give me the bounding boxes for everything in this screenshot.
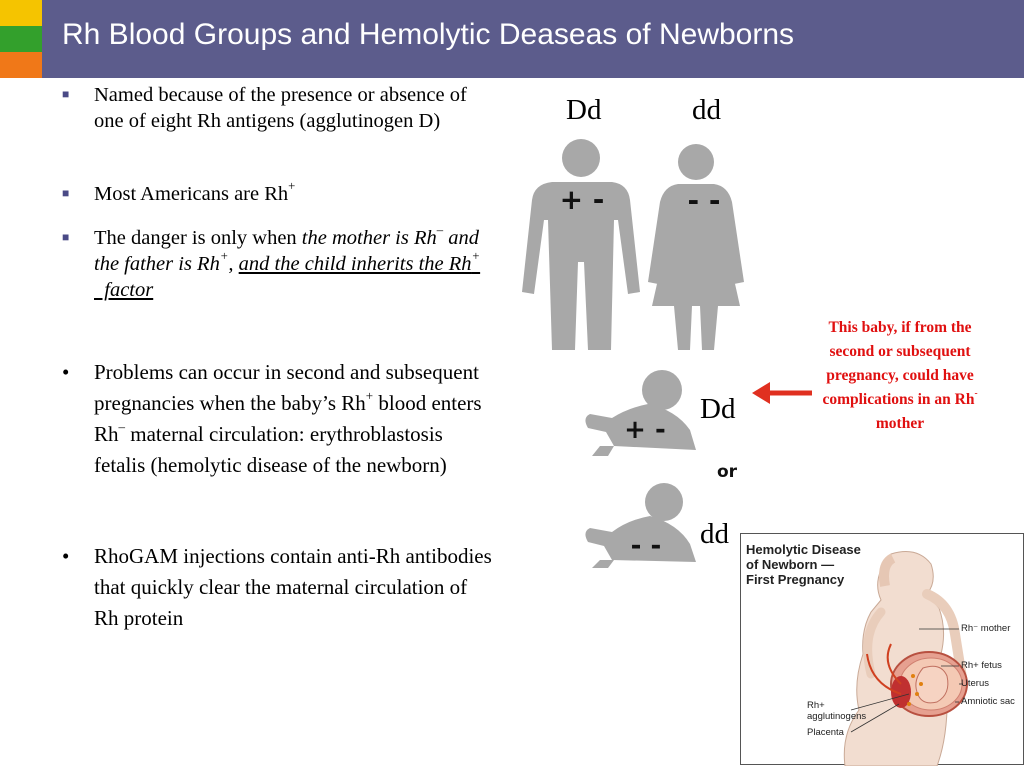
- caption-text: mother: [875, 415, 925, 432]
- square-bullet-icon: ■: [62, 186, 70, 200]
- label-placenta: Placenta: [807, 727, 844, 738]
- square-bullet-icon: ■: [62, 87, 70, 101]
- text-run: blood enters Rh: [94, 391, 482, 446]
- label-rh-fetus: Rh+ fetus: [961, 660, 1002, 671]
- round-bullet-icon: •: [62, 544, 70, 568]
- text-run: Problems can occur in second and subsequent pregnancies when the baby’s Rh: [94, 360, 479, 415]
- inset-title-line: of Newborn —: [746, 557, 835, 572]
- superscript: +: [219, 249, 229, 264]
- label-agglutinogens: [807, 700, 866, 722]
- square-bullet-icon: ■: [62, 230, 70, 244]
- text-run: and the child inherits the Rh: [238, 253, 472, 275]
- slide-title: Rh Blood Groups and Hemolytic Deaseas of Newborns: [62, 18, 795, 51]
- bullet-text-main: Most Americans are Rh: [94, 183, 289, 205]
- superscript: –: [118, 419, 126, 435]
- bullet-text: Named because of the presence or absence of one of eight Rh antigens (agglutinogen D): [94, 84, 467, 132]
- baby2-genotype: dd: [700, 518, 729, 550]
- round-bullet-icon: •: [62, 360, 70, 384]
- label-uterus: Uterus: [961, 678, 989, 689]
- label-amniotic-sac: Amniotic sac: [961, 696, 1015, 707]
- father-genotype: Dd: [566, 94, 602, 126]
- text-run: maternal circulation: erythroblastosis fetalis (hemolytic disease of the newborn): [94, 422, 447, 477]
- superscript: –: [436, 223, 444, 238]
- superscript: +: [471, 249, 481, 264]
- superscript: +: [365, 388, 374, 404]
- or-label: or: [716, 462, 738, 482]
- baby1-rh-signs: + -: [624, 415, 666, 445]
- baby2-rh-signs: - -: [630, 531, 662, 561]
- mother-silhouette-icon: [648, 144, 744, 350]
- text-run: the mother is Rh: [301, 227, 437, 249]
- father-silhouette-icon: [522, 139, 640, 350]
- inset-title: [746, 542, 861, 587]
- red-arrow-icon: [752, 382, 812, 404]
- mother-rh-signs: - -: [687, 184, 721, 217]
- bullet-text: RhoGAM injections contain anti-Rh antibodies that quickly clear the maternal circulation of Rh protein: [94, 544, 492, 630]
- mother-genotype: dd: [692, 94, 721, 126]
- hemolytic-disease-inset: [740, 533, 1024, 765]
- superscript: -: [974, 389, 978, 400]
- text-run: The danger is only when: [94, 227, 302, 249]
- inset-title-line: Hemolytic Disease: [746, 542, 861, 557]
- label-line: agglutinogens: [807, 711, 867, 722]
- superscript: +: [288, 179, 296, 194]
- father-rh-signs: + -: [559, 183, 605, 216]
- label-rh-mother: Rh⁻ mother: [961, 623, 1011, 634]
- text-run: and the father is Rh: [94, 227, 479, 275]
- inset-title-line: First Pregnancy: [746, 572, 845, 587]
- label-line: Rh+: [807, 700, 825, 711]
- text-run: factor: [94, 279, 154, 301]
- text-run: ,: [228, 253, 239, 275]
- baby1-genotype: Dd: [700, 393, 736, 425]
- caption-text: This baby, if from the second or subsequent pregnancy, could have complications in an Rh: [822, 319, 975, 408]
- complication-caption: [815, 316, 985, 436]
